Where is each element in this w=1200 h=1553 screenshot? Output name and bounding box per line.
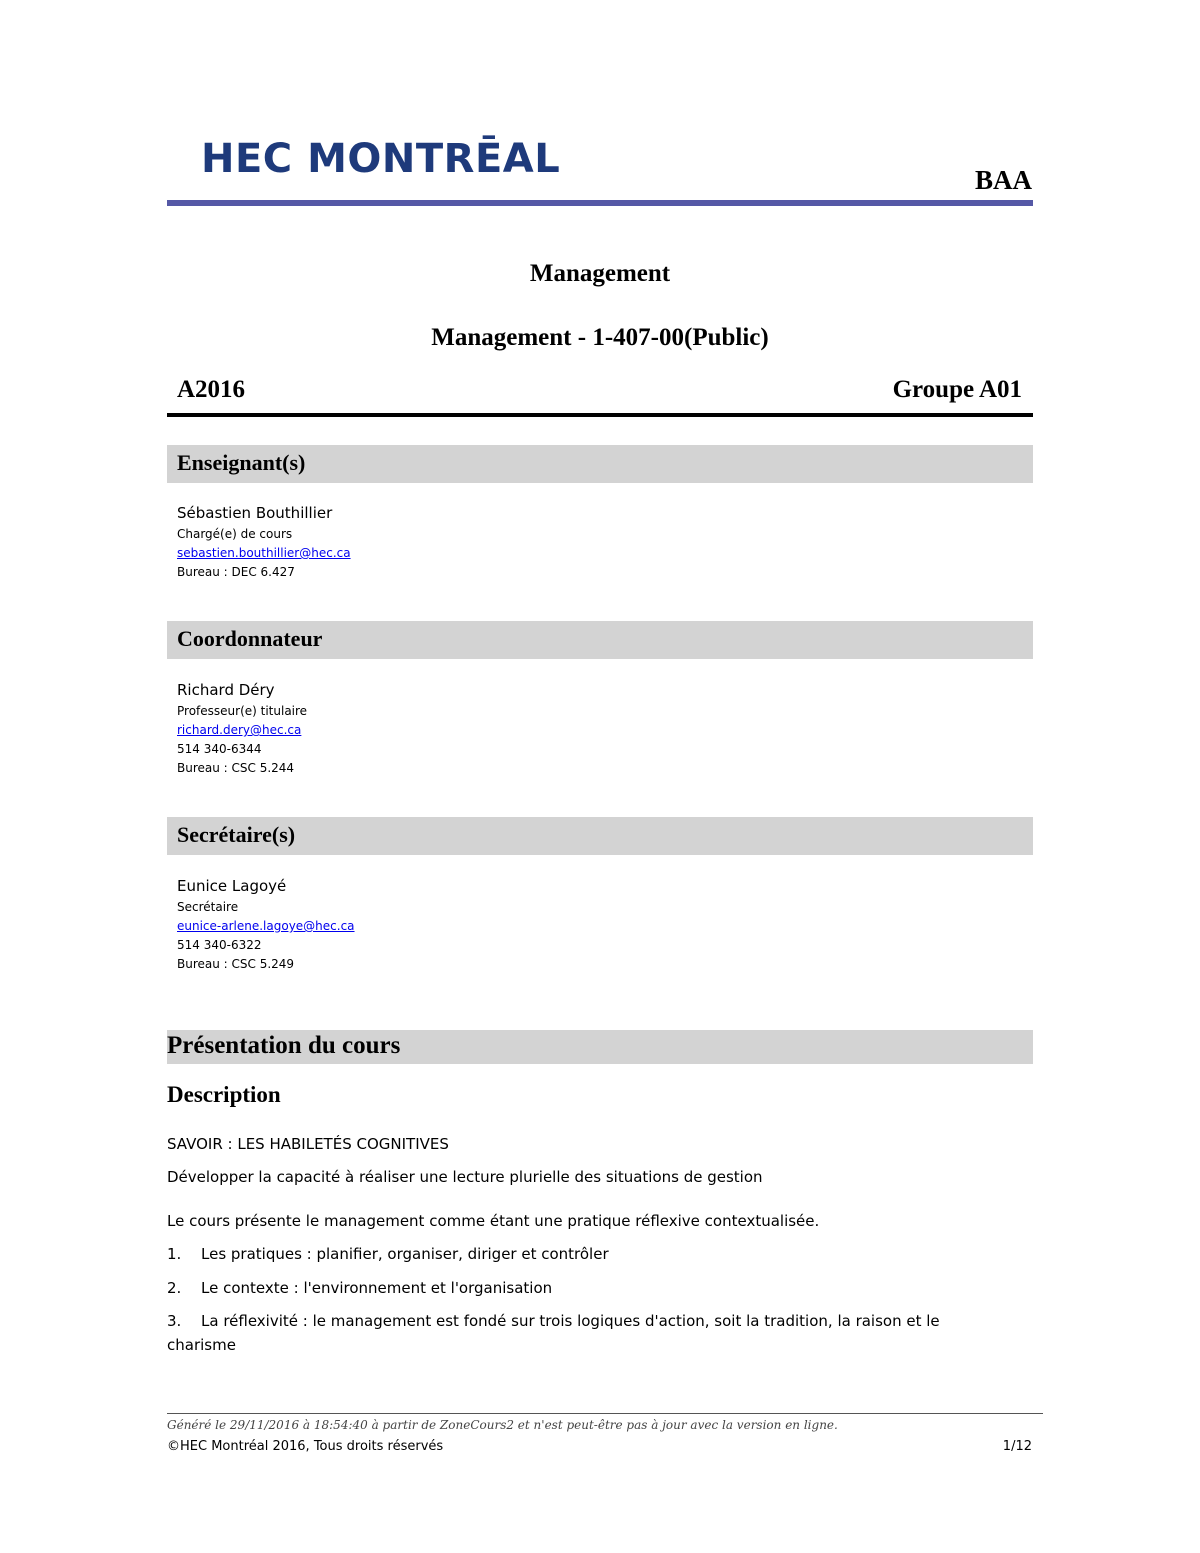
intro-text: Le cours présente le management comme étant une pratique réflexive contextualisée. [167, 1212, 820, 1230]
list-item [167, 1242, 997, 1266]
list-item [167, 1309, 997, 1357]
course-group: Groupe A01 [892, 376, 1022, 403]
secretary-card [177, 876, 355, 974]
secretary-office: Bureau : CSC 5.249 [177, 957, 295, 971]
list-number: 1. [167, 1245, 182, 1263]
teacher-email-link[interactable]: sebastien.bouthillier@hec.ca [177, 546, 351, 560]
list-text: Les pratiques : planifier, organiser, diriger et contrôler [201, 1245, 609, 1263]
savoir-heading: SAVOIR : LES HABILETÉS COGNITIVES [167, 1135, 449, 1153]
section-header-secretaires [167, 817, 1033, 855]
section-title: Coordonnateur [177, 626, 323, 651]
section-header-coordonnateur [167, 621, 1033, 659]
logo-text: HEC MONTRĒAL [201, 136, 561, 182]
teacher-card [177, 503, 351, 582]
page-number: 1/12 [1002, 1439, 1032, 1454]
coordinator-phone: 514 340-6344 [177, 742, 262, 756]
list-item [167, 1276, 997, 1300]
list-number: 2. [167, 1279, 182, 1297]
list-number: 3. [167, 1312, 182, 1330]
list-text: Le contexte : l'environnement et l'organisation [201, 1279, 553, 1297]
program-label: BAA [974, 165, 1032, 195]
section-title: Présentation du cours [167, 1032, 401, 1059]
footer-divider [167, 1413, 1043, 1414]
teacher-office: Bureau : DEC 6.427 [177, 565, 295, 579]
teacher-name: Sébastien Bouthillier [177, 504, 333, 522]
description-heading: Description [167, 1082, 281, 1107]
coordinator-office: Bureau : CSC 5.244 [177, 761, 295, 775]
objective-text: Développer la capacité à réaliser une lecture plurielle des situations de gestion [167, 1168, 763, 1186]
term-divider [167, 413, 1033, 417]
teacher-role: Chargé(e) de cours [177, 527, 293, 541]
section-header-enseignants [167, 445, 1033, 483]
copyright: ©HEC Montréal 2016, Tous droits réservés [167, 1439, 444, 1454]
section-title: Secrétaire(s) [177, 822, 296, 847]
section-title: Enseignant(s) [177, 450, 306, 475]
coordinator-name: Richard Déry [177, 681, 275, 699]
hec-logo [201, 135, 560, 183]
header-divider [167, 200, 1033, 206]
generated-note: Généré le 29/11/2016 à 18:54:40 à partir de ZoneCours2 et n'est peut-être pas à jour avec la version en ligne. [167, 1418, 838, 1432]
secretary-role: Secrétaire [177, 900, 239, 914]
coordinator-card [177, 680, 307, 778]
coordinator-role: Professeur(e) titulaire [177, 704, 308, 718]
secretary-email-link[interactable]: eunice-arlene.lagoye@hec.ca [177, 919, 355, 933]
list-text: La réflexivité : le management est fondé sur trois logiques d'action, soit la tradition, la raison et le charisme [167, 1312, 940, 1354]
secretary-phone: 514 340-6322 [177, 938, 262, 952]
course-subtitle: Management - 1-407-00(Public) [431, 324, 769, 351]
course-term: A2016 [177, 376, 246, 403]
section-header-presentation [167, 1030, 1033, 1064]
coordinator-email-link[interactable]: richard.dery@hec.ca [177, 723, 302, 737]
secretary-name: Eunice Lagoyé [177, 877, 287, 895]
course-title: Management [529, 260, 671, 287]
